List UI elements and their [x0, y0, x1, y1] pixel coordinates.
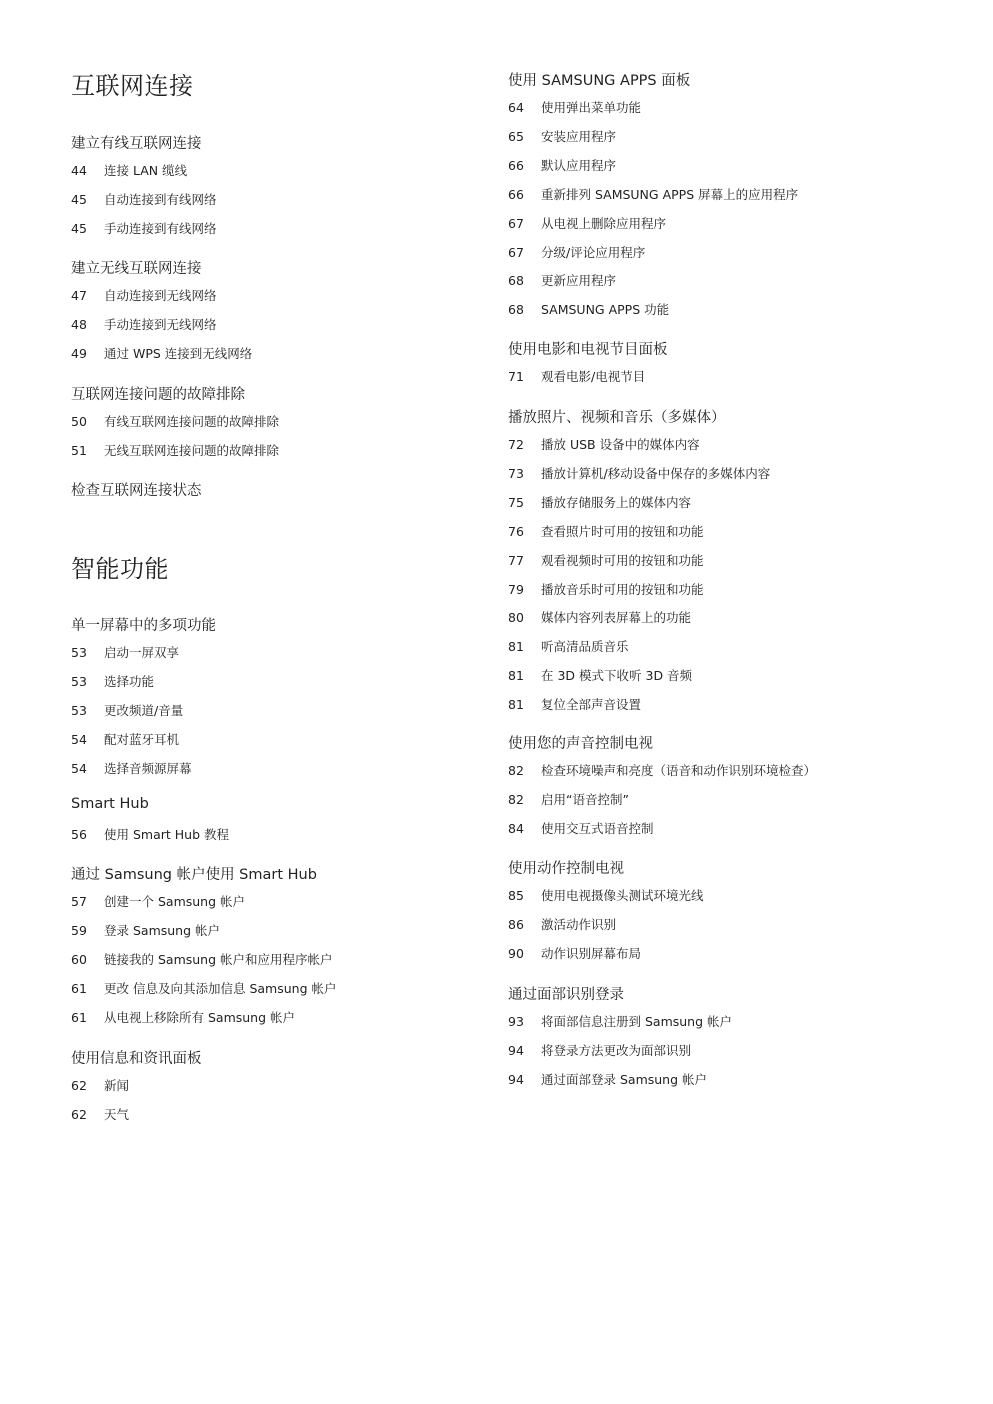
toc-entry[interactable] [71, 219, 217, 237]
toc-entry-page-number: 61 [71, 980, 87, 996]
toc-entry-page-number: 81 [508, 668, 524, 684]
toc-entry-title: 选择功能 [104, 673, 155, 689]
toc-entry[interactable] [71, 921, 220, 939]
toc-entry-title: 启用“语音控制” [541, 791, 629, 807]
toc-entry-title: 更新应用程序 [541, 273, 617, 289]
toc-entry-title: 安装应用程序 [541, 128, 617, 144]
toc-entry-title: 将面部信息注册到 Samsung 帐户 [541, 1014, 733, 1029]
toc-entry-page-number: 47 [71, 288, 87, 303]
toc-entry-page-number: 67 [508, 244, 524, 260]
toc-entry-title: 连接 LAN 缆线 [104, 163, 188, 178]
toc-entry-page-number: 86 [508, 916, 524, 932]
toc-entry[interactable] [508, 435, 700, 453]
toc-entry[interactable] [508, 790, 629, 808]
toc-entry-page-number: 62 [71, 1106, 87, 1122]
toc-entry-page-number: 51 [71, 442, 87, 458]
toc-entry-title: 手动连接到有线网络 [104, 220, 217, 236]
toc-entry[interactable] [71, 701, 183, 719]
toc-entry-title: 使用交互式语音控制 [541, 820, 654, 836]
toc-entry-title: 重新排列 SAMSUNG APPS 屏幕上的应用程序 [541, 186, 799, 202]
toc-entry-page-number: 68 [508, 302, 524, 318]
toc-entry[interactable] [508, 666, 692, 684]
toc-entry-page-number: 44 [71, 163, 87, 178]
toc-entry-title: 使用 Smart Hub 教程 [104, 827, 229, 842]
toc-entry-title: 手动连接到无线网络 [104, 316, 217, 332]
toc-entry-title: 播放 USB 设备中的媒体内容 [541, 437, 700, 452]
toc-entry-page-number: 72 [508, 437, 524, 452]
toc-entry-page-number: 66 [508, 157, 524, 173]
toc-entry-page-number: 45 [71, 191, 87, 207]
toc-entry[interactable] [71, 825, 229, 843]
toc-entry-page-number: 45 [71, 220, 87, 236]
toc-entry-page-number: 50 [71, 414, 87, 429]
toc-entry[interactable] [508, 271, 616, 289]
toc-entry-title: 有线互联网连接问题的故障排除 [104, 414, 280, 429]
toc-entry-page-number: 79 [508, 581, 524, 597]
toc-entry[interactable] [71, 412, 279, 430]
toc-section-heading[interactable]: 使用 SAMSUNG APPS 面板 [508, 73, 691, 89]
toc-entry-page-number: 75 [508, 494, 524, 510]
toc-entry-page-number: 85 [508, 888, 524, 903]
toc-section-heading[interactable]: 检查互联网连接状态 [71, 483, 202, 499]
toc-section-heading[interactable]: 使用您的声音控制电视 [508, 736, 653, 752]
toc-section-heading[interactable]: 建立无线互联网连接 [71, 261, 202, 277]
toc-entry-title: 自动连接到有线网络 [104, 191, 217, 207]
toc-chapter-title: 互联网连接 [71, 72, 194, 100]
toc-entry-title: 播放存储服务上的媒体内容 [541, 494, 692, 510]
toc-entry-page-number: 62 [71, 1078, 87, 1093]
toc-entry-page-number: 94 [508, 1071, 524, 1087]
toc-entry[interactable] [508, 214, 666, 232]
toc-entry-page-number: 84 [508, 820, 524, 836]
toc-entry-page-number: 68 [508, 273, 524, 289]
toc-entry[interactable] [71, 730, 179, 748]
toc-entry[interactable] [508, 185, 798, 203]
toc-entry-page-number: 80 [508, 610, 524, 626]
toc-entry-page-number: 61 [71, 1009, 87, 1025]
toc-entry-title: 无线互联网连接问题的故障排除 [104, 442, 280, 458]
toc-entry-page-number: 73 [508, 465, 524, 481]
toc-entry[interactable] [508, 493, 691, 511]
toc-entry-title: 创建一个 Samsung 帐户 [104, 894, 246, 909]
toc-entry[interactable] [71, 441, 279, 459]
toc-entry-title: 默认应用程序 [541, 157, 617, 173]
toc-entry[interactable] [71, 672, 154, 690]
toc-entry[interactable] [508, 551, 704, 569]
toc-entry[interactable] [71, 1008, 295, 1026]
toc-entry-page-number: 67 [508, 215, 524, 231]
toc-entry-title: 通过面部登录 Samsung 帐户 [541, 1071, 708, 1087]
toc-entry-page-number: 53 [71, 673, 87, 689]
toc-entry-title: 登录 Samsung 帐户 [104, 922, 221, 938]
toc-section-heading[interactable]: 互联网连接问题的故障排除 [71, 387, 245, 403]
toc-entry-title: 链接我的 Samsung 帐户和应用程序帐户 [104, 951, 333, 967]
toc-entry-title: 配对蓝牙耳机 [104, 731, 180, 747]
toc-entry-title: SAMSUNG APPS 功能 [541, 302, 670, 318]
toc-section-heading[interactable]: 使用信息和资讯面板 [71, 1051, 202, 1067]
toc-entry-title: 选择音频源屏幕 [104, 760, 192, 776]
toc-entry-title: 复位全部声音设置 [541, 697, 642, 713]
toc-section-heading[interactable]: 单一屏幕中的多项功能 [71, 618, 216, 634]
toc-entry-title: 动作识别屏幕布局 [541, 945, 642, 961]
toc-entry[interactable] [71, 315, 217, 333]
toc-entry[interactable] [508, 915, 616, 933]
toc-entry[interactable] [71, 344, 252, 362]
toc-entry-title: 自动连接到无线网络 [104, 288, 217, 303]
toc-entry-title: 媒体内容列表屏幕上的功能 [541, 610, 692, 626]
toc-entry-page-number: 49 [71, 345, 87, 361]
toc-entry-title: 天气 [104, 1106, 130, 1122]
toc-entry-page-number: 54 [71, 731, 87, 747]
toc-entry[interactable] [508, 1012, 732, 1030]
toc-entry-title: 听高清品质音乐 [541, 639, 629, 655]
toc-section-heading[interactable]: Smart Hub [71, 796, 149, 812]
toc-entry-page-number: 60 [71, 951, 87, 967]
toc-entry-page-number: 94 [508, 1042, 524, 1058]
toc-entry[interactable] [508, 156, 616, 174]
toc-entry-title: 使用电视摄像头测试环境光线 [541, 888, 704, 903]
toc-entry-title: 分级/评论应用程序 [541, 244, 646, 260]
toc-entry[interactable] [508, 1070, 707, 1088]
toc-entry-page-number: 59 [71, 922, 87, 938]
toc-entry-title: 使用弹出菜单功能 [541, 100, 642, 115]
toc-entry-page-number: 82 [508, 791, 524, 807]
toc-entry-page-number: 93 [508, 1014, 524, 1029]
toc-entry-page-number: 66 [508, 186, 524, 202]
toc-entry[interactable] [508, 637, 629, 655]
toc-entry-page-number: 48 [71, 316, 87, 332]
toc-entry[interactable] [508, 886, 704, 904]
toc-section-heading[interactable]: 使用电影和电视节目面板 [508, 342, 668, 358]
toc-entry[interactable] [71, 1076, 129, 1094]
toc-entry[interactable] [508, 761, 816, 779]
toc-entry-page-number: 90 [508, 945, 524, 961]
toc-entry[interactable] [508, 695, 641, 713]
toc-entry-title: 更改 信息及向其添加信息 Samsung 帐户 [104, 980, 337, 996]
toc-entry-page-number: 76 [508, 523, 524, 539]
toc-entry-page-number: 56 [71, 827, 87, 842]
toc-entry[interactable] [71, 190, 217, 208]
toc-entry-title: 通过 WPS 连接到无线网络 [104, 345, 253, 361]
toc-entry[interactable] [71, 286, 217, 304]
toc-entry-title: 观看电影/电视节目 [541, 369, 646, 384]
toc-entry-title: 更改频道/音量 [104, 702, 184, 718]
toc-entry[interactable] [508, 98, 641, 116]
toc-entry-title: 将登录方法更改为面部识别 [541, 1042, 692, 1058]
toc-entry-title: 启动一屏双享 [104, 645, 180, 660]
toc-entry[interactable] [71, 161, 187, 179]
toc-entry-title: 从电视上删除应用程序 [541, 215, 667, 231]
toc-chapter-title: 智能功能 [71, 555, 169, 583]
toc-entry[interactable] [71, 979, 336, 997]
toc-entry-title: 检查环境噪声和亮度（语音和动作识别环境检查） [541, 763, 817, 778]
toc-entry-title: 新闻 [104, 1078, 130, 1093]
toc-entry-page-number: 64 [508, 100, 524, 115]
toc-entry[interactable] [508, 522, 704, 540]
toc-section-heading[interactable]: 通过面部识别登录 [508, 987, 624, 1003]
toc-entry-page-number: 53 [71, 702, 87, 718]
toc-entry-page-number: 81 [508, 639, 524, 655]
toc-section-heading[interactable]: 使用动作控制电视 [508, 861, 624, 877]
toc-entry[interactable] [508, 243, 645, 261]
toc-entry-title: 查看照片时可用的按钮和功能 [541, 523, 704, 539]
toc-entry-title: 观看视频时可用的按钮和功能 [541, 552, 704, 568]
toc-entry-page-number: 77 [508, 552, 524, 568]
toc-entry[interactable] [71, 950, 333, 968]
toc-entry[interactable] [508, 1041, 691, 1059]
toc-entry-page-number: 57 [71, 894, 87, 909]
toc-entry[interactable] [71, 759, 192, 777]
toc-entry-page-number: 53 [71, 645, 87, 660]
toc-section-heading[interactable]: 建立有线互联网连接 [71, 136, 202, 152]
toc-section-heading[interactable]: 通过 Samsung 帐户使用 Smart Hub [71, 867, 317, 883]
toc-entry-title: 播放计算机/移动设备中保存的多媒体内容 [541, 465, 771, 481]
toc-entry-title: 激活动作识别 [541, 916, 617, 932]
toc-entry[interactable] [508, 367, 645, 385]
toc-entry-page-number: 81 [508, 697, 524, 713]
toc-entry-page-number: 54 [71, 760, 87, 776]
toc-entry[interactable] [508, 944, 641, 962]
toc-entry[interactable] [508, 464, 770, 482]
toc-entry[interactable] [71, 643, 179, 661]
toc-entry-page-number: 71 [508, 369, 524, 384]
toc-entry[interactable] [508, 300, 669, 318]
toc-entry[interactable] [71, 1105, 129, 1123]
toc-entry-title: 播放音乐时可用的按钮和功能 [541, 581, 704, 597]
toc-entry[interactable] [508, 580, 704, 598]
toc-entry-page-number: 82 [508, 763, 524, 778]
toc-section-heading[interactable]: 播放照片、视频和音乐（多媒体） [508, 410, 726, 426]
toc-entry[interactable] [508, 127, 616, 145]
toc-entry[interactable] [508, 819, 654, 837]
toc-entry-page-number: 65 [508, 128, 524, 144]
toc-entry[interactable] [71, 892, 245, 910]
toc-entry-title: 在 3D 模式下收听 3D 音频 [541, 668, 693, 684]
toc-entry[interactable] [508, 608, 691, 626]
toc-entry-title: 从电视上移除所有 Samsung 帐户 [104, 1009, 296, 1025]
